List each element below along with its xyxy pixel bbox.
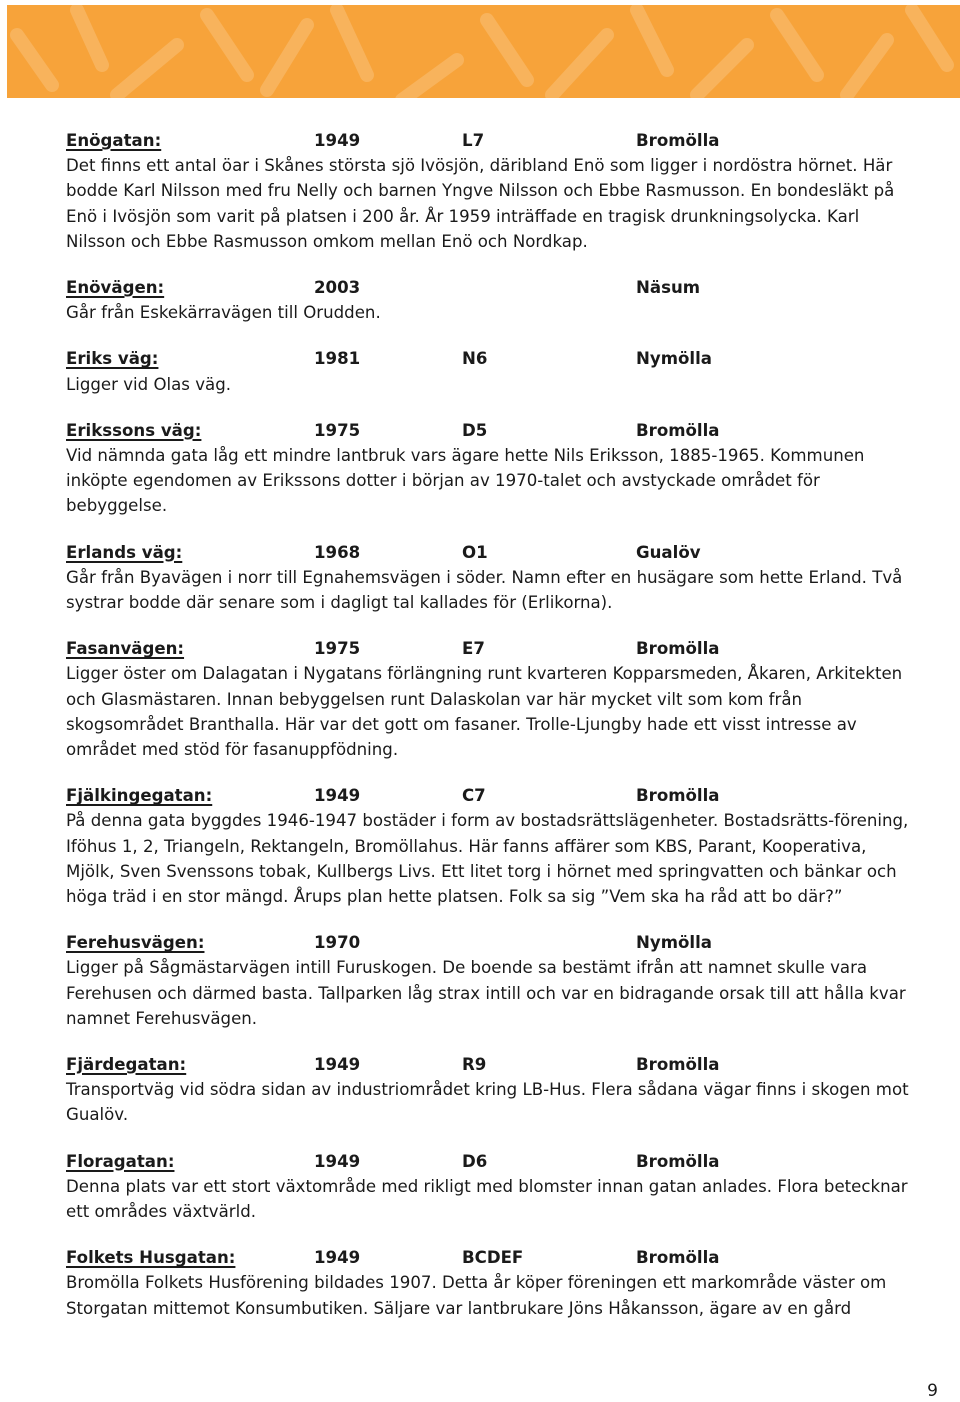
locality: Bromölla (636, 1054, 720, 1074)
street-year: 1975 (314, 420, 361, 440)
street-name: Fjälkingegatan: (66, 786, 213, 806)
street-entry (66, 783, 916, 909)
street-name: Fjärdegatan: (66, 1054, 187, 1074)
locality: Bromölla (636, 639, 720, 659)
street-name: Ferehusvägen: (66, 933, 205, 953)
street-name: Enövägen: (66, 278, 165, 297)
map-code: N6 (462, 349, 488, 369)
map-code: E7 (462, 639, 485, 659)
locality: Nymölla (636, 349, 712, 369)
street-entry (66, 1052, 916, 1128)
locality: Bromölla (636, 1151, 720, 1171)
entry-description: Vid nämnda gata låg ett mindre lantbruk vars ägare hette Nils Eriksson, 1885-1965. Kommunen inköpte egendomen av Erikssons dotter i början av 1970-talet och avstyckade området för bebyggelse. (66, 445, 865, 516)
street-year: 1949 (314, 1151, 361, 1171)
locality: Gualöv (636, 542, 701, 562)
street-year: 1970 (314, 933, 361, 953)
street-entry (66, 275, 916, 325)
locality: Bromölla (636, 786, 720, 806)
map-code: O1 (462, 542, 488, 562)
entry-header (66, 1245, 916, 1270)
street-entry (66, 418, 916, 519)
locality: Nymölla (636, 933, 712, 953)
street-year: 1949 (314, 1248, 361, 1268)
locality: Bromölla (636, 420, 720, 440)
entry-header (66, 128, 916, 153)
street-name: Erikssons väg: (66, 420, 202, 440)
street-year: 1949 (314, 786, 361, 806)
page-number: 9 (927, 1381, 938, 1401)
entry-description: På denna gata byggdes 1946-1947 bostäder i form av bostadsrättslägenheter. Bostadsrätts-förening, Iföhus 1, 2, Triangeln, Rektangeln, Bromöllahus. Här fanns affärer som KBS, Parant, Kooperativa, Mjölk, Sven Svenssons tobak, Kullbergs Livs. Ett litet torg i hörnet med springvatten och bänkar och höga träd i en stor mängd. Årups plan hette platsen. Folk sa sig ”Vem ska ha råd att bo där?” (66, 811, 909, 906)
entry-header (66, 275, 916, 300)
street-entry (66, 540, 916, 616)
entry-header (66, 930, 916, 955)
map-code (462, 930, 636, 955)
street-name: Floragatan: (66, 1151, 175, 1171)
street-name: Folkets Husgatan: (66, 1248, 236, 1268)
entry-header (66, 1149, 916, 1174)
entry-description: Bromölla Folkets Husförening bildades 1907. Detta år köper föreningen ett markområde väster om Storgatan mittemot Konsumbutiken. Säljare var lantbrukare Jöns Håkansson, ägare av en gård (66, 1273, 887, 1318)
map-code: D5 (462, 420, 488, 440)
street-year: 1949 (314, 1054, 361, 1074)
locality: Bromölla (636, 1248, 720, 1268)
entry-description: Ligger vid Olas väg. (66, 374, 232, 394)
entry-description: Det finns ett antal öar i Skånes största sjö Ivösjön, däribland Enö som ligger i nordöstra hörnet. Här bodde Karl Nilsson med fru Nelly och barnen Yngve Nilsson och Ebbe Rasmusson. En bondesläkt på Enö i Ivösjön som varit på platsen i 200 år. År 1959 inträffade en tragisk drunkningsolycka. Karl Nilsson och Ebbe Rasmusson omkom mellan Enö och Nordkap. (66, 156, 895, 251)
entry-description: Ligger öster om Dalagatan i Nygatans förlängning runt kvarteren Kopparsmeden, Åkaren, Arkitekten och Glasmästaren. Innan bebyggelsen runt Dalaskolan var här mycket vilt som kom från skogsområdet Branthalla. Här var det gott om fasaner. Trolle-Ljungby hade ett visst intresse av området med stöd för fasanuppfödning. (66, 664, 903, 759)
entry-header (66, 636, 916, 661)
entry-description: Går från Eskekärravägen till Orudden. (66, 303, 381, 323)
entry-header (66, 1052, 916, 1077)
street-year: 1981 (314, 349, 361, 369)
street-entry (66, 128, 916, 254)
banner-pattern (7, 5, 960, 98)
entry-header (66, 540, 916, 565)
map-code: L7 (462, 131, 485, 150)
street-entry (66, 636, 916, 762)
entry-header (66, 783, 916, 808)
locality: Näsum (636, 278, 701, 297)
street-entry (66, 1149, 916, 1225)
street-year: 1949 (314, 131, 361, 150)
entry-description: Går från Byavägen i norr till Egnahemsvägen i söder. Namn efter en husägare som hette Erland. Två systrar bodde där senare som i dagligt tal kallades för (Erlikorna). (66, 567, 903, 612)
street-entry (66, 930, 916, 1031)
street-name: Eriks väg: (66, 349, 159, 369)
street-year: 2003 (314, 278, 361, 297)
street-entry (66, 346, 916, 396)
street-name: Erlands väg: (66, 542, 183, 562)
street-year: 1968 (314, 542, 361, 562)
entry-description: Ligger på Sågmästarvägen intill Furuskogen. De boende sa bestämt ifrån att namnet skulle vara Ferehusen och därmed basta. Tallparken låg strax intill och var en bidragande orsak till att hålla kvar namnet Ferehusvägen. (66, 958, 906, 1028)
map-code: BCDEF (462, 1248, 524, 1268)
entry-description: Transportväg vid södra sidan av industriområdet kring LB-Hus. Flera sådana vägar finns i skogen mot Gualöv. (66, 1080, 909, 1125)
map-code: R9 (462, 1054, 487, 1074)
locality: Bromölla (636, 131, 720, 150)
map-code: D6 (462, 1151, 488, 1171)
street-year: 1975 (314, 639, 361, 659)
map-code: C7 (462, 786, 486, 806)
map-code (462, 275, 636, 300)
street-list (66, 128, 916, 1321)
street-name: Fasanvägen: (66, 639, 185, 659)
header-banner (7, 5, 960, 98)
entry-header (66, 346, 916, 371)
street-name: Enögatan: (66, 131, 162, 150)
street-entry (66, 1245, 916, 1321)
entry-header (66, 418, 916, 443)
entry-description: Denna plats var ett stort växtområde med rikligt med blomster innan gatan anlades. Flora betecknar ett områdes växtvärld. (66, 1176, 908, 1221)
